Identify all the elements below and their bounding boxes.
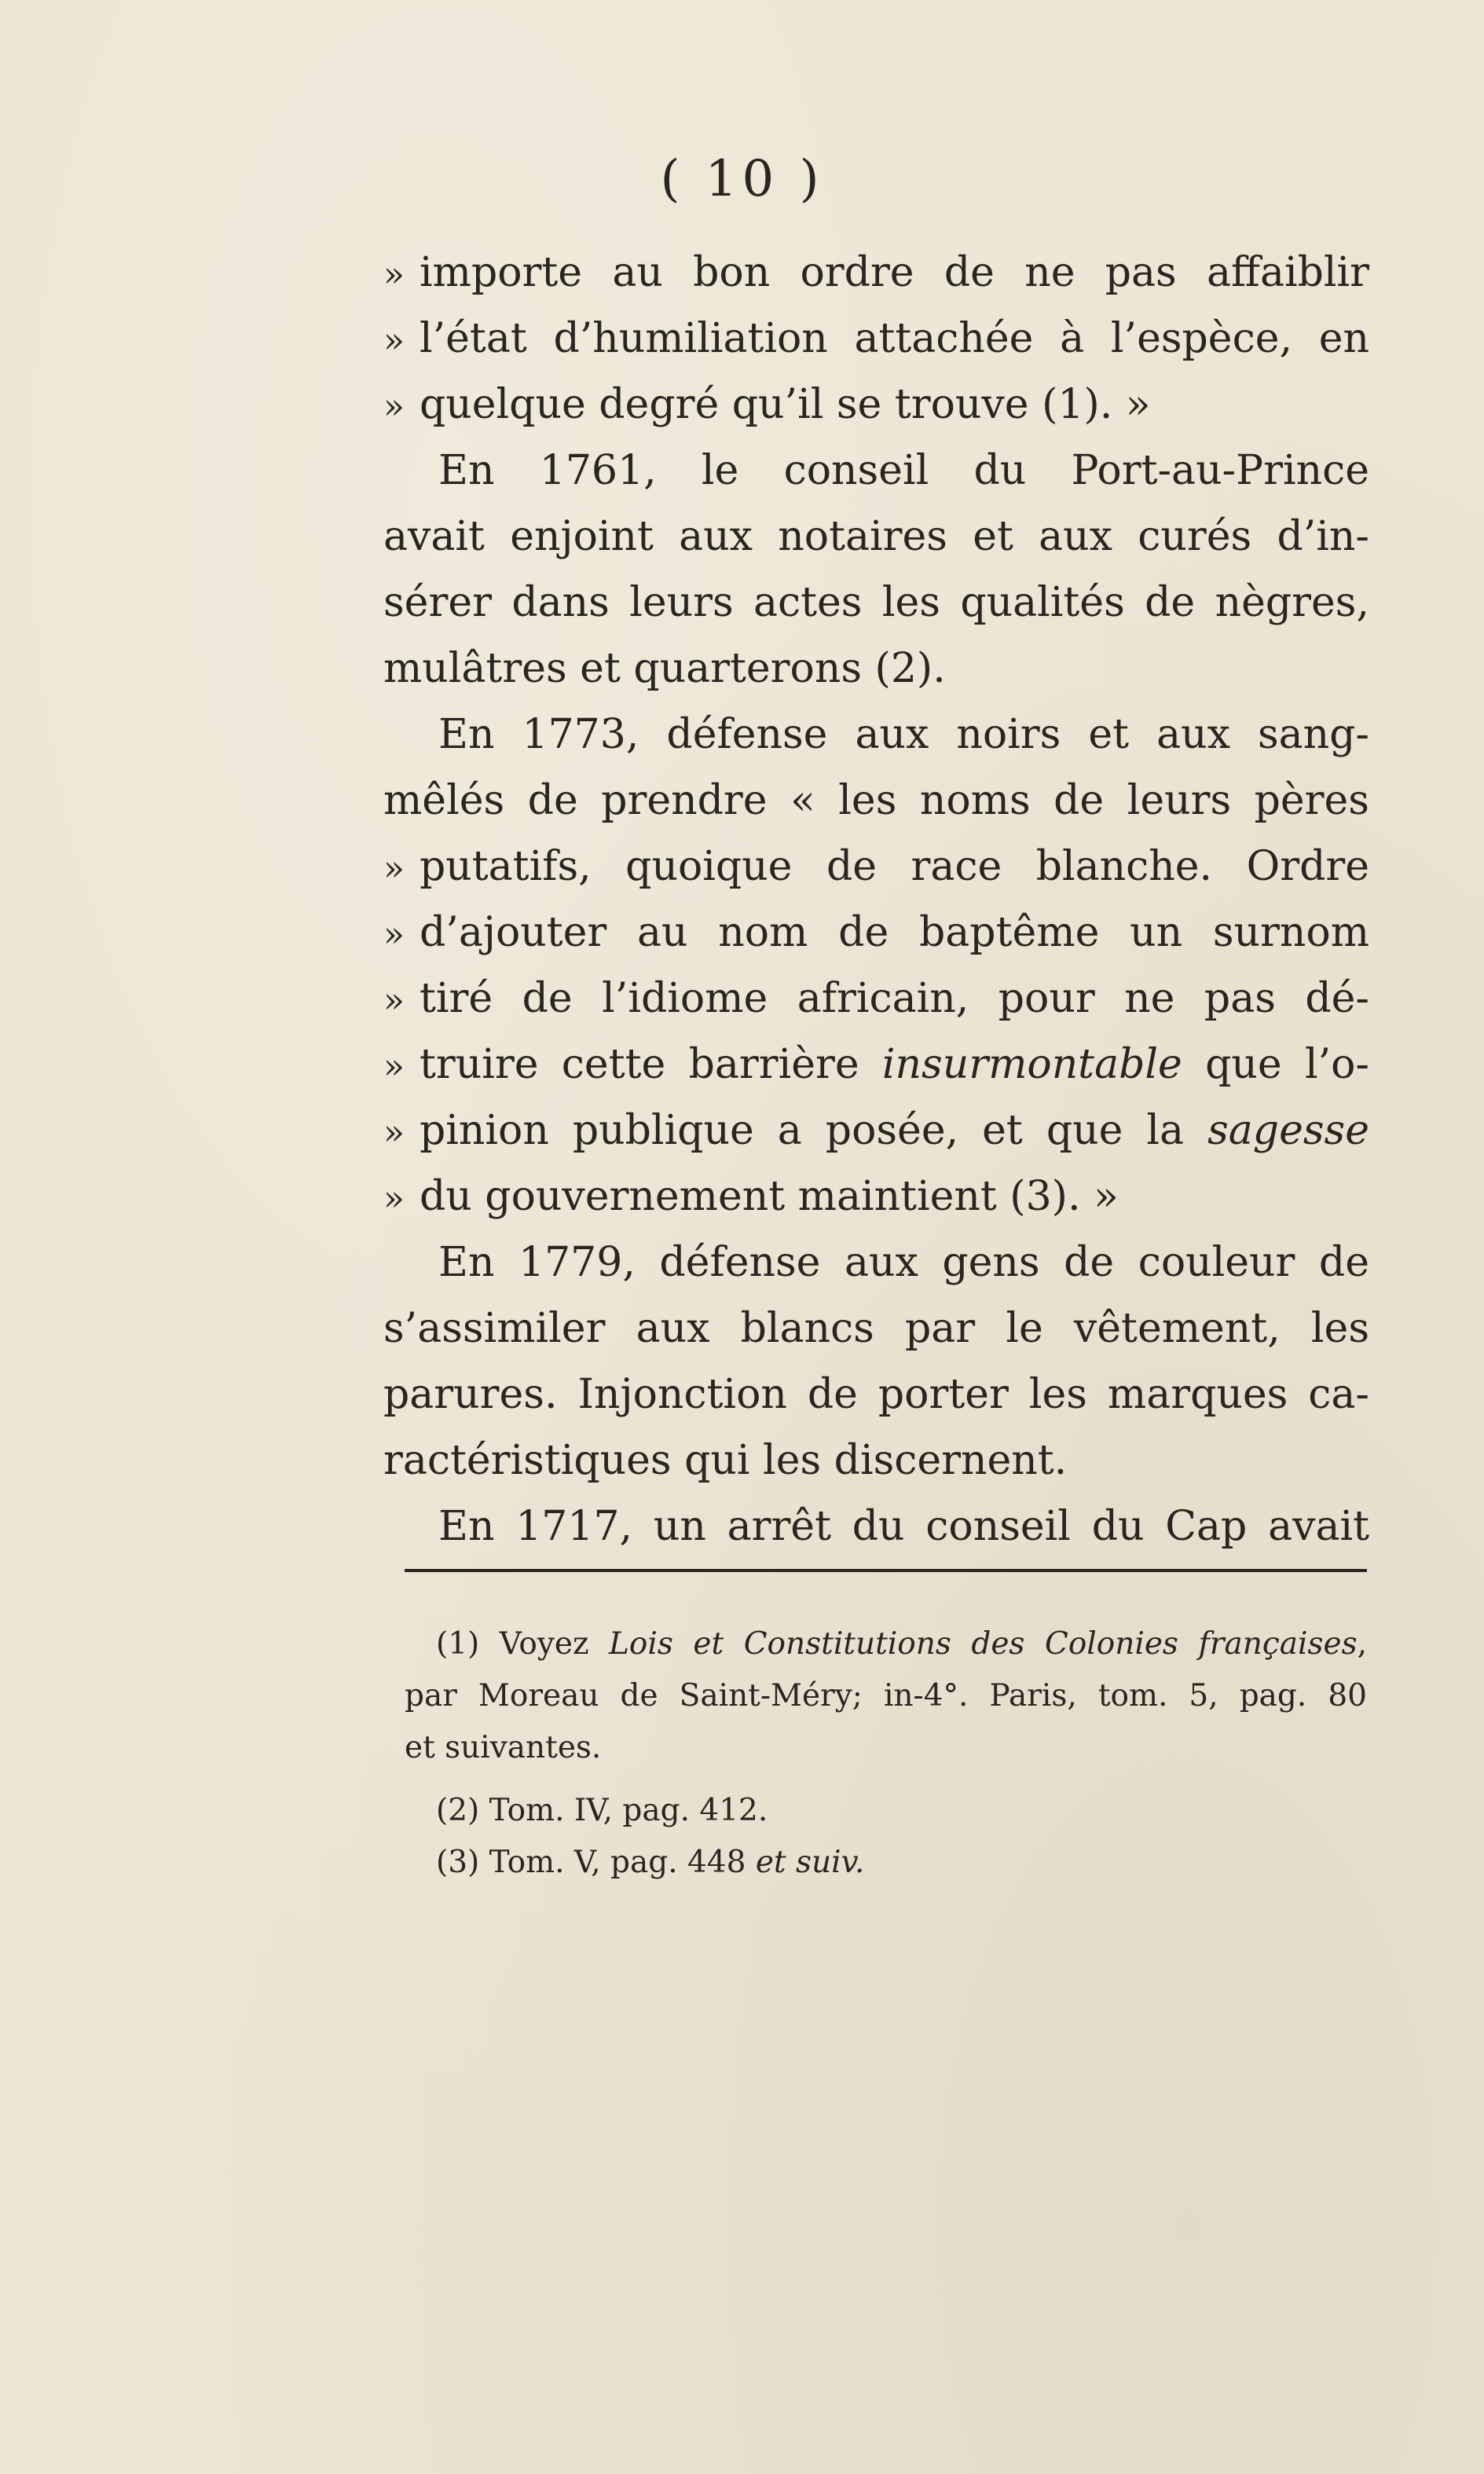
italic-word: insurmontable [881, 1041, 1182, 1088]
paragraph-start-line: En 1779, défense aux gens de couleur de [438, 1239, 1369, 1286]
quote-mark: » [383, 980, 405, 1021]
quote-mark: » [383, 1178, 405, 1219]
text-line: parures. Injonction de porter les marques ca- [383, 1371, 1369, 1418]
footnote-1-continued: par Moreau de Saint-Méry; in-4°. Paris, tom. 5, pag. 80 [405, 1678, 1367, 1713]
text-line: mêlés de prendre « les noms de leurs pères [383, 777, 1369, 824]
italic-word: sagesse [1207, 1107, 1369, 1154]
footnote-italic: et suiv. [755, 1845, 865, 1880]
quote-mark: » [383, 387, 405, 427]
line-text-after-italic: que l’o- [1182, 1041, 1369, 1088]
line-text: putatifs, quoique de race blanche. Ordre [420, 843, 1369, 890]
line-text-before-italic: truire cette barrière [420, 1041, 882, 1088]
text-line [383, 1164, 1369, 1230]
footnote-title: Lois et Constitutions des Colonies françaises [609, 1626, 1358, 1662]
line-text: importe au bon ordre de ne pas affaiblir [420, 249, 1369, 296]
line-text: tiré de l’idiome africain, pour ne pas dé- [420, 975, 1369, 1022]
quote-mark: » [383, 255, 405, 295]
text-line [383, 372, 1369, 438]
line-text-before-italic: pinion publique a posée, et que la [420, 1107, 1208, 1154]
text-line [383, 1032, 1369, 1098]
footnotes [405, 1618, 1367, 1889]
line-text: du gouvernement maintient (3). » [420, 1173, 1119, 1220]
quote-mark: » [383, 1046, 405, 1087]
footnote-divider [405, 1569, 1367, 1572]
body-text [383, 240, 1369, 1560]
text-line: avait enjoint aux notaires et aux curés d’in- [383, 513, 1369, 560]
line-text: d’ajouter au nom de baptême un surnom [420, 909, 1369, 956]
footnote-text: (3) Tom. V, pag. 448 [436, 1845, 756, 1880]
footnote-text: (1) Voyez [436, 1626, 610, 1662]
text-line [383, 900, 1369, 966]
text-line [383, 966, 1369, 1032]
text-line: sérer dans leurs actes les qualités de nègres, [383, 579, 1369, 626]
footnote-1-continued: et suivantes. [405, 1730, 602, 1765]
quote-mark: » [383, 321, 405, 361]
line-text: l’état d’humiliation attachée à l’espèce, en [420, 315, 1369, 362]
text-line: ractéristiques qui les discernent. [383, 1437, 1068, 1484]
text-line [383, 306, 1369, 372]
footnote-2: (2) Tom. IV, pag. 412. [436, 1793, 768, 1828]
text-line: mulâtres et quarterons (2). [383, 645, 946, 692]
paragraph-start-line: En 1717, un arrêt du conseil du Cap avait [438, 1503, 1369, 1550]
text-line [383, 240, 1369, 306]
paragraph-start-line: En 1761, le conseil du Port-au-Prince [438, 447, 1369, 494]
text-line [383, 1098, 1369, 1164]
text-line: s’assimiler aux blancs par le vêtement, les [383, 1305, 1369, 1352]
paragraph-start-line: En 1773, défense aux noirs et aux sang- [438, 711, 1369, 758]
page-number: ( 10 ) [660, 150, 824, 208]
quote-mark: » [383, 1112, 405, 1153]
text-line [383, 834, 1369, 900]
footnote-1 [405, 1618, 1367, 1670]
line-text: quelque degré qu’il se trouve (1). » [420, 381, 1151, 428]
quote-mark: » [383, 848, 405, 889]
footnote-text: , [1357, 1626, 1367, 1662]
footnote-3 [405, 1837, 1367, 1889]
quote-mark: » [383, 914, 405, 955]
